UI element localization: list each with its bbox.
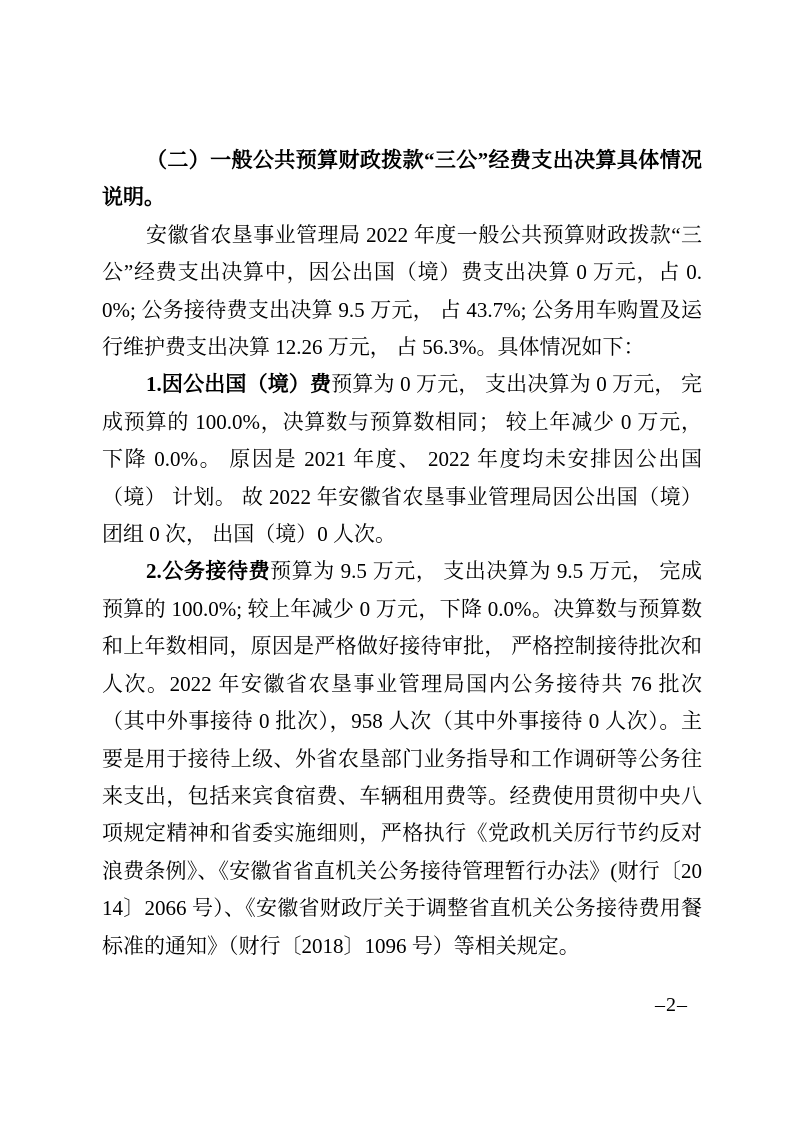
paragraph-item-2-lead: 2.公务接待费: [146, 559, 271, 584]
section-heading: （二）一般公共预算财政拨款“三公”经费支出决算具体情况说明。: [102, 148, 702, 210]
paragraph-item-2-text: 预算为 9.5 万元， 支出决算为 9.5 万元， 完成预算的 100.0%; 较上年减少 0 万元，下降 0.0%。决算数与预算数和上年数相同，原因是严格做好接待审批， 严格控制接待批次和人次。2022 年安徽省农垦事业管理局国内公务接待共 76 批次（其中外事接待 0 批次），958 人次（其中外事接待 0 人次）。主要是用于接待上级、外省农垦部门业务指导和工作调研等公务往来支出，包括来宾食宿费、车辆租用费等。经费使用贯彻中央八项规定精神和省委实施细则，严格执行《党政机关厉行节约反对浪费条例》、《安徽省省直机关公务接待管理暂行办法》(财行〔2014〕2066 号）、《安徽省财政厅关于调整省直机关公务接待费用餐标准的通知》（财行〔2018〕1096 号）等相关规定。: [102, 559, 703, 958]
page-number: –2–: [655, 994, 688, 1016]
paragraph-item-1: [102, 366, 702, 553]
document-body: [102, 142, 702, 965]
paragraph-item-1-lead: 1.因公出国（境）费: [146, 372, 332, 397]
paragraph-overview: 安徽省农垦事业管理局 2022 年度一般公共预算财政拨款“三公”经费支出决算中，因公出国（境）费支出决算 0 万元，占 0.0%; 公务接待费支出决算 9.5 万元， 占 43.7%; 公务用车购置及运行维护费支出决算 12.26 万元， 占 56.3%。具体情况如下：: [102, 222, 702, 360]
paragraph-item-2: [102, 553, 702, 964]
paragraph-item-1-text: 预算为 0 万元， 支出决算为 0 万元， 完成预算的 100.0%，决算数与预算数相同； 较上年减少 0 万元， 下降 0.0%。 原因是 2021 年度、 2022 年度均未安排因公出国（境） 计划。 故 2022 年安徽省农垦事业管理局因公出国（境）团组 0 次， 出国（境）0 人次。: [102, 372, 703, 547]
